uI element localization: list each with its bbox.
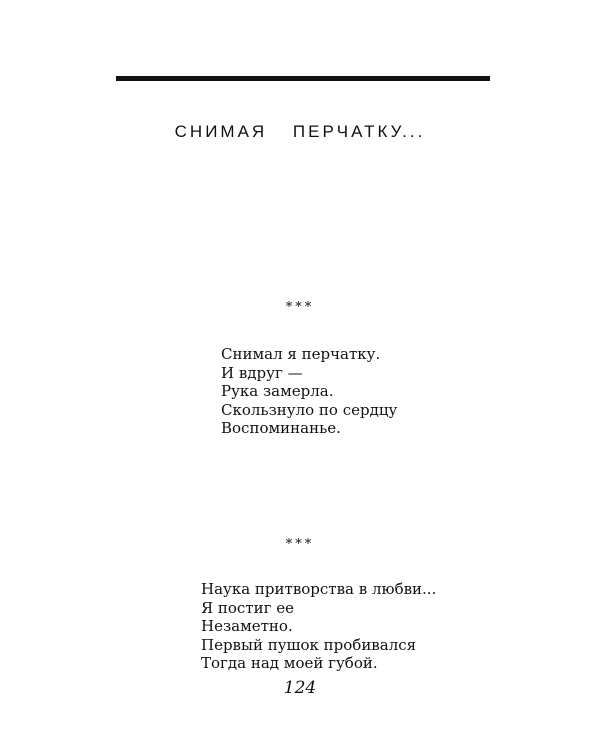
poem-separator: *** [285, 300, 315, 315]
poem-line: Незаметно. [201, 617, 293, 635]
poem-line: Я постиг ее [201, 598, 294, 617]
poem-separator: *** [285, 537, 315, 552]
poem-line: И вдруг — [221, 363, 303, 382]
poem-stanza [201, 580, 436, 673]
poem-line: Воспоминанье. [221, 419, 341, 437]
poem-line: Первый пушок пробивался [201, 635, 417, 654]
poem-line: Снимал я перчатку. [221, 345, 381, 363]
section-title: СНИМАЯ ПЕРЧАТКУ... [174, 122, 426, 141]
poem-line: Скользнуло по сердцу [221, 400, 398, 419]
page-number: 124 [283, 678, 317, 698]
poem-line: Рука замерла. [221, 382, 334, 400]
header-rule [116, 76, 490, 81]
poem-line: Наука притворства в любви... [201, 580, 437, 598]
poem-stanza [221, 345, 397, 438]
poem-line: Тогда над моей губой. [201, 654, 378, 672]
